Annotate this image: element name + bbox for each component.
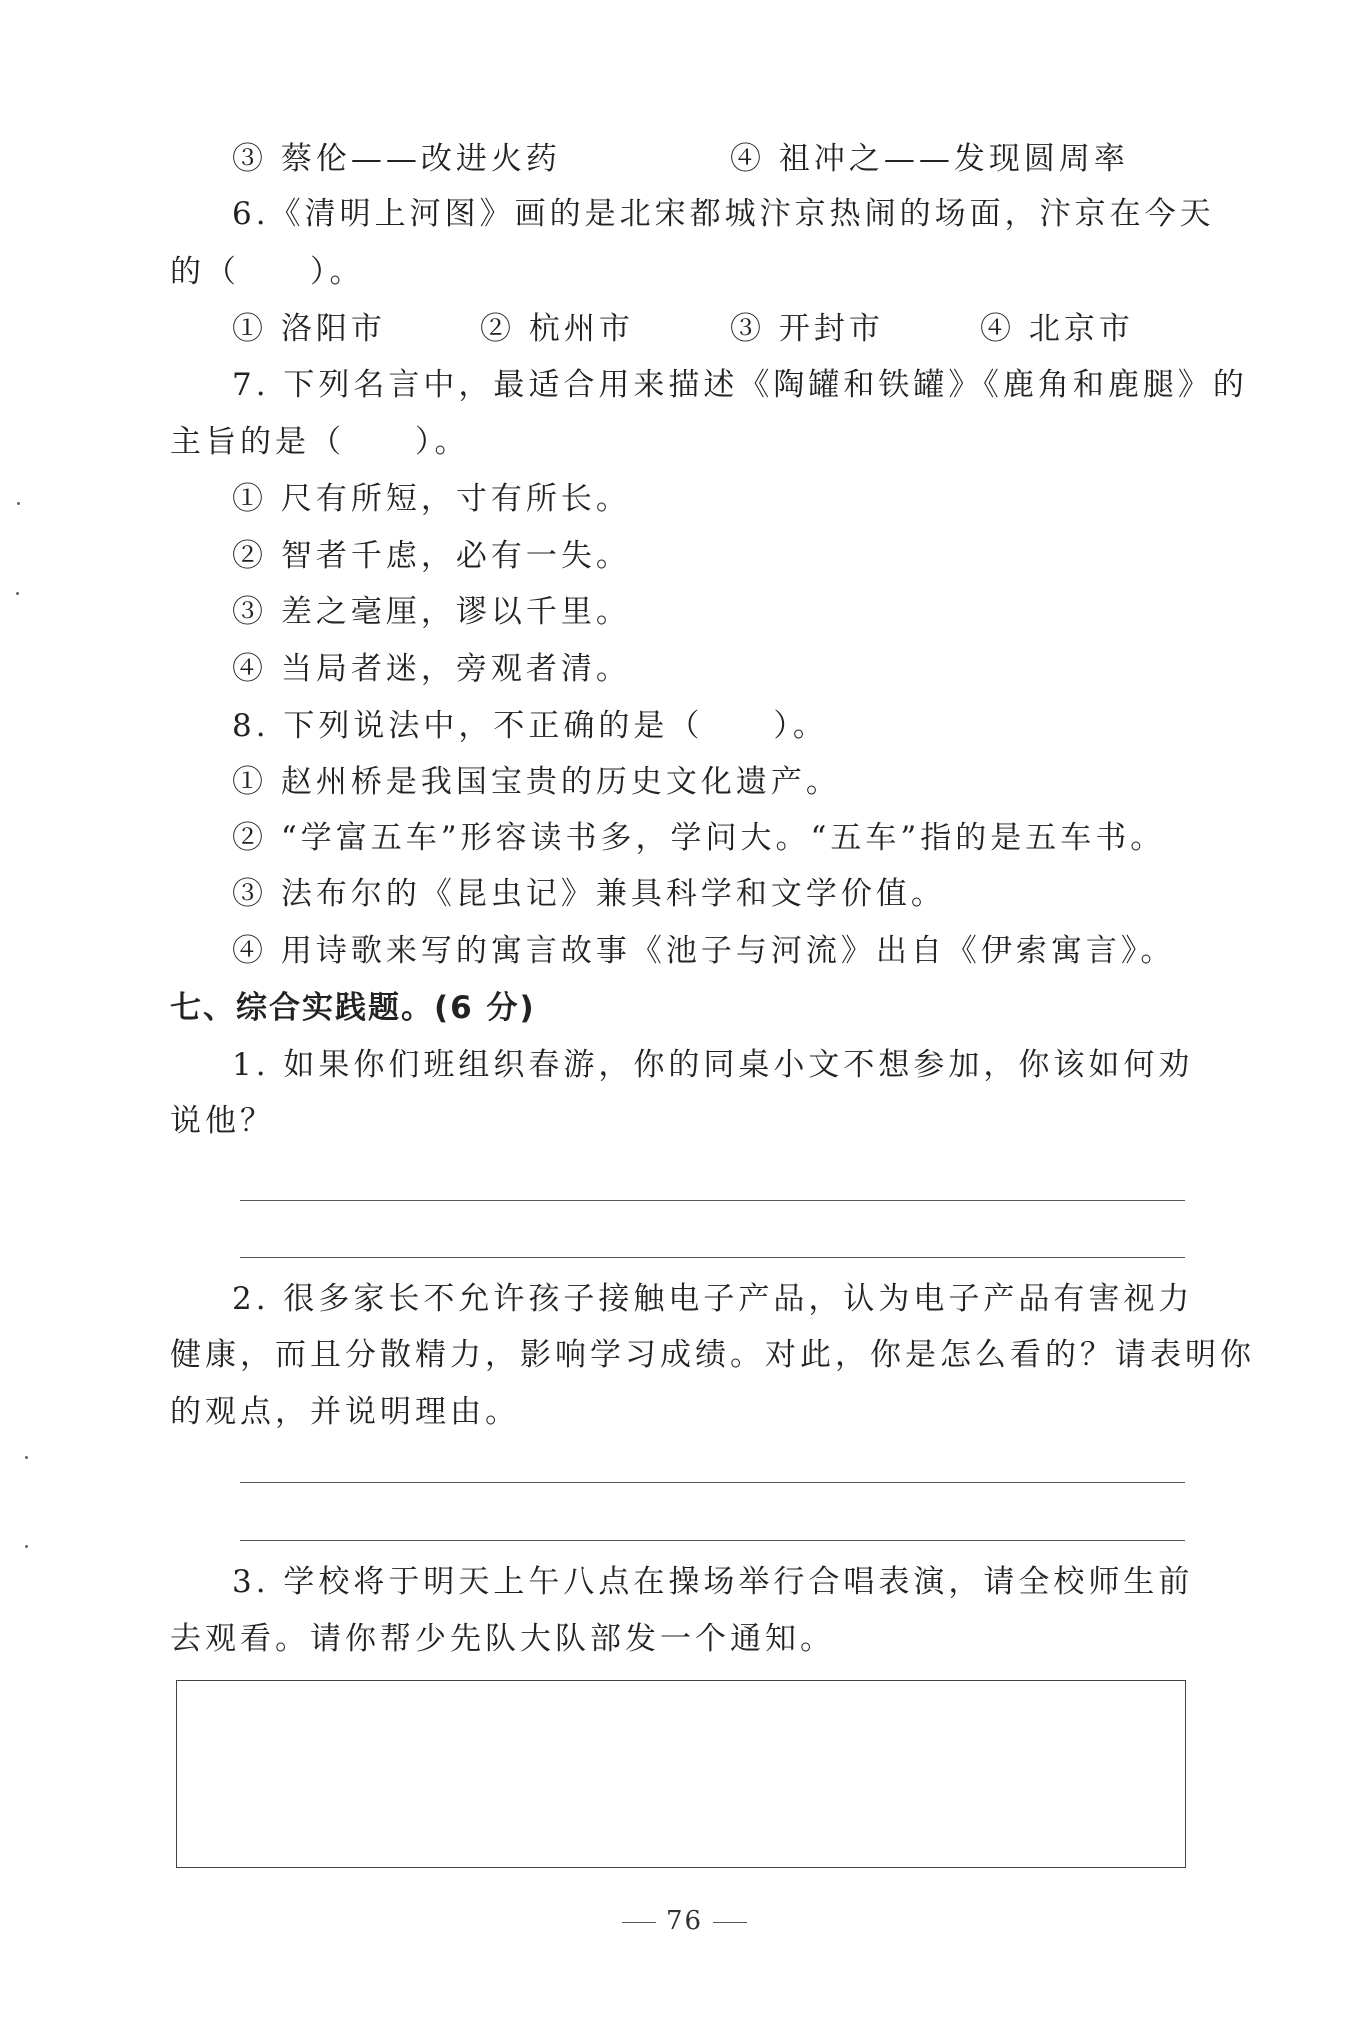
question-5-option-4: ④ 祖冲之——发现圆周率 [730,141,1129,177]
section-7-heading: 七、综合实践题。(6 分) [170,990,536,1026]
question-8-option-3: ③ 法布尔的《昆虫记》兼具科学和文学价值。 [232,876,946,912]
question-7-option-3: ③ 差之毫厘，谬以千里。 [232,594,631,630]
question-6-option-2: ② 杭州市 [480,311,634,347]
question-5-option-3: ③ 蔡伦——改进火药 [232,141,561,177]
footer-dash-left [622,1922,656,1923]
answer-line[interactable] [240,1257,1185,1258]
question-7-text-continued: 主旨的是（ ）。 [170,424,470,460]
question-8-text: 8. 下列说法中，不正确的是（ ）。 [232,708,828,744]
footer-dash-right [713,1922,747,1923]
notice-answer-box[interactable] [176,1680,1186,1868]
answer-line[interactable] [240,1540,1185,1541]
page-footer [612,1906,757,1936]
scan-speck [25,1456,28,1459]
question-8-option-4: ④ 用诗歌来写的寓言故事《池子与河流》出自《伊索寓言》。 [232,933,1176,969]
answer-line[interactable] [240,1200,1185,1201]
practice-question-2-text: 2. 很多家长不允许孩子接触电子产品，认为电子产品有害视力 [232,1281,1194,1317]
scan-speck [16,592,19,595]
answer-line[interactable] [240,1482,1185,1483]
question-7-option-4: ④ 当局者迷，旁观者清。 [232,651,631,687]
question-6-text: 6.《清明上河图》画的是北宋都城汴京热闹的场面，汴京在今天 [232,196,1215,232]
practice-question-1-text-continued: 说他？ [170,1103,275,1139]
question-7-text: 7. 下列名言中，最适合用来描述《陶罐和铁罐》《鹿角和鹿腿》的 [232,367,1248,403]
scan-speck [25,1545,28,1548]
question-7-option-1: ① 尺有所短，寸有所长。 [232,481,631,517]
scan-speck [17,502,20,505]
question-6-option-3: ③ 开封市 [730,311,884,347]
question-6-option-4: ④ 北京市 [980,311,1134,347]
practice-question-3-text-continued: 去观看。请你帮少先队大队部发一个通知。 [170,1621,835,1657]
practice-question-3-text: 3. 学校将于明天上午八点在操场举行合唱表演，请全校师生前 [232,1564,1194,1600]
practice-question-2-text-continued: 健康，而且分散精力，影响学习成绩。对此，你是怎么看的？请表明你 [170,1337,1255,1373]
question-6-text-continued: 的（ ）。 [170,254,365,290]
question-7-option-2: ② 智者千虑，必有一失。 [232,538,631,574]
question-8-option-2: ② “学富五车”形容读书多，学问大。“五车”指的是五车书。 [232,820,1166,856]
practice-question-2-text-end: 的观点，并说明理由。 [170,1394,520,1430]
practice-question-1-text: 1. 如果你们班组织春游，你的同桌小文不想参加，你该如何劝 [232,1047,1194,1083]
page-number: 76 [666,1906,704,1936]
question-6-option-1: ① 洛阳市 [232,311,386,347]
question-8-option-1: ① 赵州桥是我国宝贵的历史文化遗产。 [232,764,841,800]
